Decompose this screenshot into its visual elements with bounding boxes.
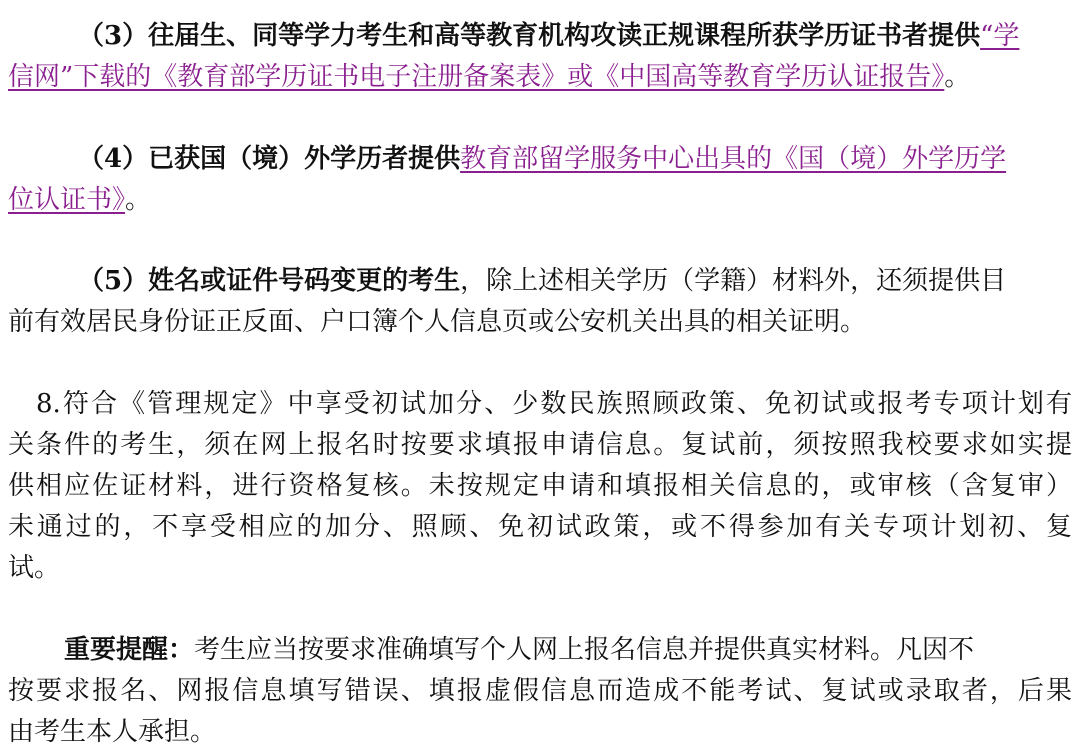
chsi-download-link[interactable]: 信网”下载的《教育部学历证书电子注册备案表》或《中国高等教育学历认证报告》 <box>8 62 945 92</box>
para-3-number: （3） <box>78 21 149 51</box>
cscse-link-start[interactable]: 教育部留学服务中心出具的《国（境）外学历学 <box>460 144 1007 174</box>
chsi-link-start[interactable]: “学 <box>980 21 1020 51</box>
reminder-line-1 <box>64 630 1072 670</box>
para-8-line-4: 未通过的，不享受相应的加分、照顾、免初试政策，或不得参加有关专项计划初、复 <box>8 512 1072 542</box>
para-4-end: 。 <box>125 185 152 215</box>
para-4-lead: 已获国（境）外学历者提供 <box>148 144 461 174</box>
para-3-line-1 <box>78 16 1072 56</box>
para-5-line-1 <box>78 261 1072 301</box>
para-3-line-2 <box>8 57 1072 97</box>
para-4-number: （4） <box>78 144 149 174</box>
reminder-rest: 考生应当按要求准确填写个人网上报名信息并提供真实材料。凡因不 <box>194 635 975 665</box>
para-8-line-1: 8.符合《管理规定》中享受初试加分、少数民族照顾政策、免初试或报考专项计划有 <box>36 389 1072 419</box>
para-8-line-5: 试。 <box>8 553 61 583</box>
para-4-line-1 <box>78 139 1072 179</box>
para-5-text: 前有效居民身份证正反面、户口簿个人信息页或公安机关出具的相关证明。 <box>8 307 867 337</box>
para-3-lead: 往届生、同等学力考生和高等教育机构攻读正规课程所获学历证书者提供 <box>148 21 981 51</box>
cscse-cert-link[interactable]: 位认证书》 <box>8 185 126 215</box>
reminder-label: 重要提醒： <box>64 635 195 665</box>
para-5-rest: ，除上述相关学历（学籍）材料外，还须提供目 <box>460 266 1007 296</box>
para-3-end: 。 <box>944 62 971 92</box>
reminder-line-2: 按要求报名、网报信息填写错误、填报虚假信息而造成不能考试、复试或录取者，后果 <box>8 676 1072 706</box>
para-5-lead: 姓名或证件号码变更的考生 <box>148 266 461 296</box>
para-5-number: （5） <box>78 266 149 296</box>
reminder-line-3: 由考生本人承担。 <box>8 717 217 747</box>
para-5-line-2 <box>8 302 1072 342</box>
para-4-line-2 <box>8 180 1072 220</box>
para-8-line-2: 关条件的考生，须在网上报名时按要求填报申请信息。复试前，须按照我校要求如实提 <box>8 430 1072 460</box>
para-8-line-3: 供相应佐证材料，进行资格复核。未按规定申请和填报相关信息的，或审核（含复审） <box>8 471 1072 501</box>
